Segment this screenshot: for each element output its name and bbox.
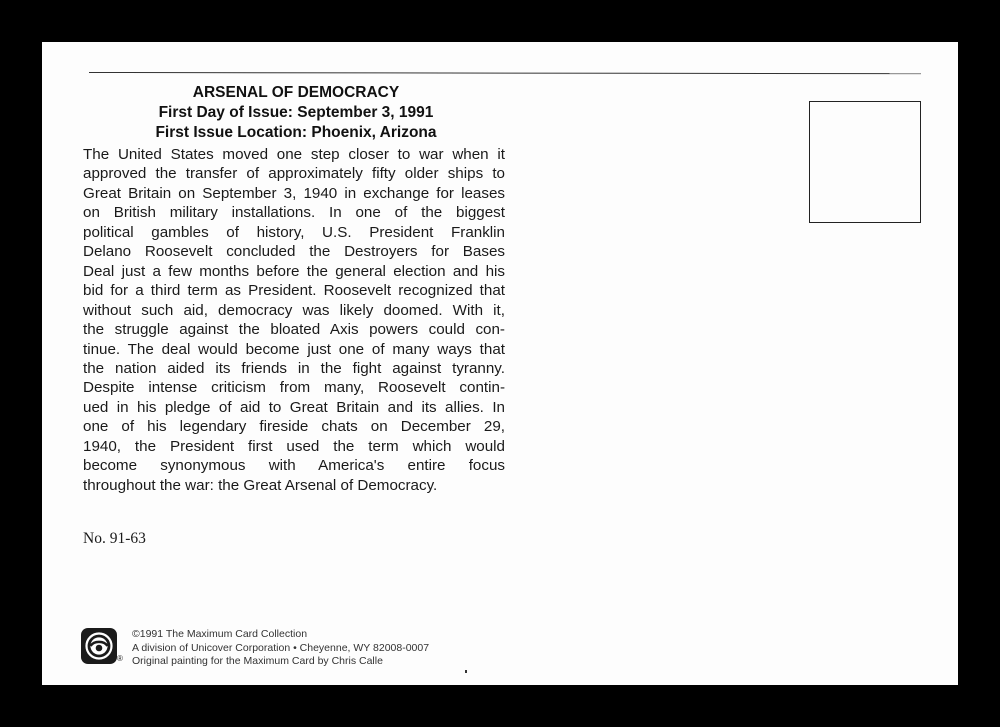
text-line: ued in his pledge of aid to Great Britain and its allies. In [83,398,505,416]
text-line: 1940, the President first used the term which would [83,437,505,455]
publisher-line: A division of Unicover Corporation • Cheyenne, WY 82008-0007 [132,641,430,654]
text-line: bid for a third term as President. Roosevelt recognized that [83,282,505,300]
stamp-placement-box [809,101,921,223]
text-line: throughout the war: the Great Arsenal of Democracy. [83,476,438,494]
text-line: become synonymous with America's entire focus [83,457,505,475]
text-line: The United States moved one step closer to war when it [83,146,505,163]
text-line: political gambles of history, U.S. President Franklin [83,223,505,241]
text-line: on British military installations. In one of the biggest [83,204,505,222]
print-mark [465,670,467,673]
registered-mark: ® [117,654,123,663]
description-text [83,145,505,495]
card-heading [84,83,508,143]
first-day-of-issue: First Day of Issue: September 3, 1991 [158,104,434,121]
card-title: ARSENAL OF DEMOCRACY [192,84,400,101]
text-line: Delano Roosevelt concluded the Destroyers for Bases [83,243,505,261]
publisher-credits [132,628,429,669]
text-line: without such aid, democracy was likely doomed. With it, [83,301,505,319]
top-rule [89,72,921,74]
text-line: tinue. The deal would become just one of many ways that [83,340,505,358]
text-line: one of his legendary fireside chats on December 29, [83,418,505,436]
unicover-logo-icon [81,628,117,664]
artist-credit-line: Original painting for the Maximum Card by Chris Calle [132,655,383,667]
logo-graphic [81,628,117,664]
text-line: Great Britain on September 3, 1940 in exchange for leases [83,184,505,202]
postcard-back [42,42,958,685]
text-line: Despite intense criticism from many, Roosevelt contin- [83,379,505,397]
copyright-line: ©1991 The Maximum Card Collection [132,628,308,640]
text-line: the struggle against the bloated Axis powers could con- [83,321,505,339]
first-issue-location: First Issue Location: Phoenix, Arizona [155,124,437,141]
text-line: the nation aided its friends in the fight against tyranny. [83,359,505,377]
catalog-number: No. 91-63 [83,530,146,547]
text-line: approved the transfer of approximately fifty older ships to [83,165,505,183]
text-line: Deal just a few months before the general election and his [83,262,505,280]
